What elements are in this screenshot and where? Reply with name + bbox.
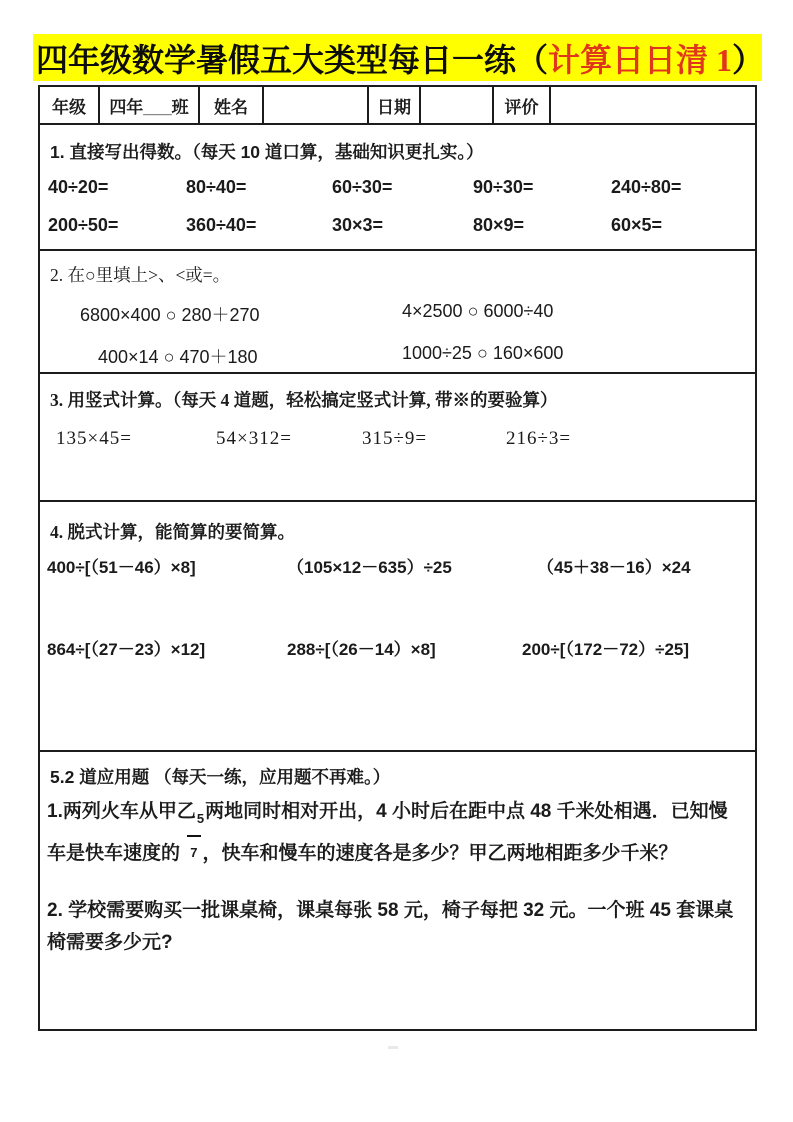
grade-value-cell: 四年___班 xyxy=(100,87,200,123)
math-problem: （105×12－635）÷25 xyxy=(287,558,452,577)
name-value-cell xyxy=(264,87,369,123)
section3-heading: 3. 用竖式计算。（每天 4 道题，轻松搞定竖式计算, 带※的要验算） xyxy=(50,390,558,410)
oral-problems-row-2 xyxy=(48,215,747,236)
title-text: 四年级数学暑假五大类型每日一练（ xyxy=(36,41,549,78)
math-problem: 40÷20= xyxy=(48,177,109,197)
section-step-calculation xyxy=(40,500,755,750)
section2-heading: 2. 在○里填上>、<或=。 xyxy=(50,265,231,285)
problem-text: ，快车和慢车的速度各是多少？甲乙两地相距多少千米？ xyxy=(202,843,678,864)
word-problem-2-line-2: 椅需要多少元? xyxy=(47,932,173,953)
math-problem: 200÷50= xyxy=(48,215,119,235)
math-problem: 288÷[（26－14）×8] xyxy=(287,640,436,659)
name-label-cell: 姓名 xyxy=(200,87,264,123)
section-comparison xyxy=(40,249,755,372)
fraction-numerator: 5 xyxy=(196,811,205,826)
eval-label-cell: 评价 xyxy=(494,87,551,123)
word-problem-2-line-1: 2. 学校需要购买一批课桌椅，课桌每张 58 元，椅子每把 32 元。一个班 45 套课桌 xyxy=(47,900,734,921)
math-problem: 30×3= xyxy=(332,215,384,235)
section5-heading: 5.2 道应用题 （每天一练，应用题不再难。） xyxy=(50,767,391,787)
word-problem-1-line-1 xyxy=(47,796,728,835)
word-problem-1-line-2 xyxy=(47,835,728,870)
title-closing-paren: ） xyxy=(732,41,765,78)
comparison-row-1 xyxy=(80,301,553,327)
math-problem: 360÷40= xyxy=(186,215,257,235)
word-problem-1 xyxy=(47,796,728,870)
math-problem: 200÷[（172－72）÷25] xyxy=(522,640,690,659)
math-problem: 400÷[（51－46）×8] xyxy=(47,558,196,577)
section4-heading: 4. 脱式计算，能简算的要简算。 xyxy=(50,522,295,542)
eval-value-cell xyxy=(551,87,755,123)
section1-heading: 1. 直接写出得数。（每天 10 道口算，基础知识更扎实。） xyxy=(50,142,484,162)
worksheet-table xyxy=(38,85,757,1031)
worksheet-title-band xyxy=(33,34,765,81)
math-problem: 60÷30= xyxy=(332,177,393,197)
math-problem: 400×14 ○ 470＋180 xyxy=(98,347,258,367)
title-highlight-text: 计算日日清 1 xyxy=(548,41,733,78)
math-problem: 60×5= xyxy=(611,215,663,235)
math-problem: 240÷80= xyxy=(611,177,682,197)
info-header-row xyxy=(40,87,755,125)
math-problem: 135×45= xyxy=(56,428,132,449)
math-problem: 54×312= xyxy=(216,428,292,449)
math-problem: 6800×400 ○ 280＋270 xyxy=(80,305,260,325)
math-problem: 315÷9= xyxy=(362,428,428,449)
math-problem: 80×9= xyxy=(473,215,525,235)
problem-text: 车是快车速度的 xyxy=(47,843,181,864)
oral-problems-row-1 xyxy=(48,177,747,198)
section-word-problems xyxy=(40,750,755,1029)
word-problem-2 xyxy=(47,895,733,959)
step-problems-row-2 xyxy=(47,635,689,660)
math-problem: 90÷30= xyxy=(473,177,534,197)
section-oral-calculation xyxy=(40,125,755,249)
math-problem: 4×2500 ○ 6000÷40 xyxy=(402,301,554,321)
fraction-denominator: 7 xyxy=(187,835,200,869)
math-problem: （45＋38－16）×24 xyxy=(537,558,691,577)
math-problem: 1000÷25 ○ 160×600 xyxy=(402,343,564,363)
footer-mark xyxy=(388,1046,398,1049)
problem-text: 1.两列火车从甲乙 xyxy=(47,801,196,822)
math-problem: 864÷[（27－23）×12] xyxy=(47,640,206,659)
date-value-cell xyxy=(421,87,494,123)
vertical-problems-row xyxy=(56,428,571,450)
math-problem: 216÷3= xyxy=(506,428,572,449)
problem-text: 两地同时相对开出，4 小时后在距中点 48 千米处相遇．已知慢 xyxy=(205,801,728,822)
date-label-cell: 日期 xyxy=(369,87,421,123)
math-problem: 80÷40= xyxy=(186,177,247,197)
section-vertical-calculation xyxy=(40,372,755,500)
comparison-row-2 xyxy=(98,343,563,369)
grade-label-cell: 年级 xyxy=(40,87,100,123)
step-problems-row-1 xyxy=(47,553,691,578)
